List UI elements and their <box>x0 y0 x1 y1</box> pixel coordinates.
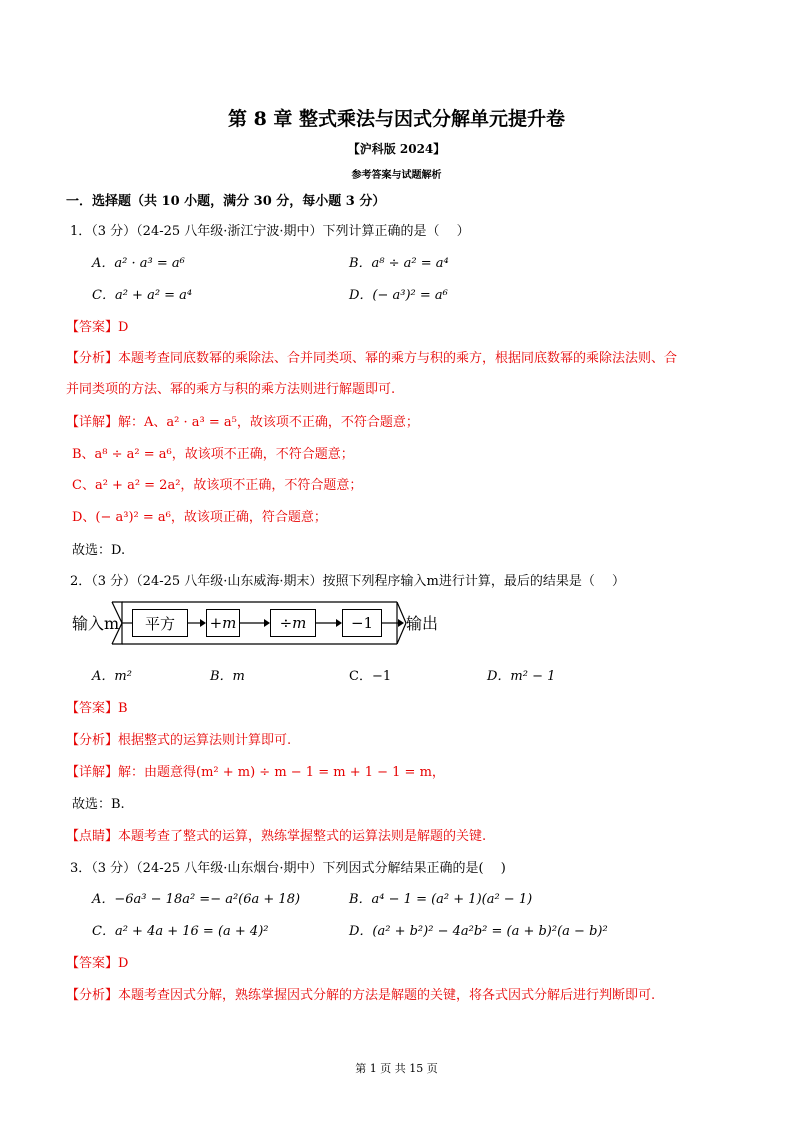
flowchart-frame <box>72 600 452 646</box>
flow-step-square: 平方 <box>132 609 188 637</box>
q1-detail-line4: D、(− a³)² = a⁶，故该项正确，符合题意； <box>72 510 327 525</box>
page-footer: 第 1 页 共 15 页 <box>355 1062 438 1075</box>
q2-option-b: B．m <box>210 669 245 684</box>
q3-option-b: B．a⁴ − 1 = (a² + 1)(a² − 1) <box>349 892 533 907</box>
q1-choice: 故选：D. <box>72 543 126 558</box>
flow-input-label: 输入m <box>72 614 120 633</box>
q2-remark: 【点睛】本题考查了整式的运算，熟练掌握整式的运算法则是解题的关键. <box>66 829 487 844</box>
q1-analysis-line1: 【分析】本题考查同底数幂的乘除法、合并同类项、幂的乘方与积的乘方，根据同底数幂的乘除法法则、合 <box>66 351 678 366</box>
q2-detail: 【详解】解：由题意得(m² + m) ÷ m − 1 = m + 1 − 1 = m， <box>66 765 445 780</box>
q2-choice: 故选：B. <box>72 797 125 812</box>
flow-output-label: 输出 <box>406 614 439 633</box>
q1-option-c: C．a² + a² = a⁴ <box>92 288 193 303</box>
q1-detail-line2: B、a⁸ ÷ a² = a⁶，故该项不正确，不符合题意； <box>72 447 354 462</box>
document-subtitle: 参考答案与试题解析 <box>351 170 442 181</box>
q3-option-c: C．a² + 4a + 16 = (a + 4)² <box>92 924 269 939</box>
flow-step-divide-m: ÷m <box>270 609 316 637</box>
q2-stem: 2．（3 分）（24-25 八年级·山东威海·期末）按照下列程序输入m进行计算，最后的结果是（ ） <box>70 574 626 589</box>
q3-stem: 3．（3 分）（24-25 八年级·山东烟台·期中）下列因式分解结果正确的是( ) <box>70 861 506 876</box>
section-heading: 一．选择题（共 10 小题，满分 30 分，每小题 3 分） <box>66 194 386 209</box>
flow-step-plus-m: +m <box>206 609 240 637</box>
q1-option-d: D．(− a³)² = a⁶ <box>349 288 448 303</box>
q2-option-c: C．−1 <box>349 669 392 684</box>
q3-option-d: D．(a² + b²)² − 4a²b² = (a + b)²(a − b)² <box>349 924 608 939</box>
edition-label: 【沪科版 2024】 <box>347 142 446 156</box>
q3-option-a: A．−6a³ − 18a² =− a²(6a + 18) <box>92 892 301 907</box>
q1-option-b: B．a⁸ ÷ a² = a⁴ <box>349 256 449 271</box>
q3-analysis: 【分析】本题考查因式分解，熟练掌握因式分解的方法是解题的关键，将各式因式分解后进行判断即可. <box>66 988 656 1003</box>
q1-answer: 【答案】D <box>66 320 129 335</box>
q1-detail-line3: C、a² + a² = 2a²，故该项不正确，不符合题意； <box>72 478 363 493</box>
q3-answer: 【答案】D <box>66 956 129 971</box>
q1-detail-line1: 【详解】解：A、a² · a³ = a⁵，故该项不正确，不符合题意； <box>66 415 419 430</box>
document-title: 第 8 章 整式乘法与因式分解单元提升卷 <box>227 108 566 130</box>
program-flowchart <box>72 600 452 646</box>
q1-analysis-line2: 并同类项的方法、幂的乘方与积的乘方法则进行解题即可. <box>66 382 396 397</box>
q1-stem: 1．（3 分）（24-25 八年级·浙江宁波·期中）下列计算正确的是（ ） <box>70 224 470 239</box>
flow-step-minus-one: −1 <box>342 609 382 637</box>
q2-answer: 【答案】B <box>66 701 128 716</box>
q1-option-a: A．a² · a³ = a⁶ <box>92 256 185 271</box>
q2-analysis: 【分析】根据整式的运算法则计算即可. <box>66 733 292 748</box>
q2-option-a: A．m² <box>92 669 132 684</box>
q2-option-d: D．m² − 1 <box>487 669 556 684</box>
